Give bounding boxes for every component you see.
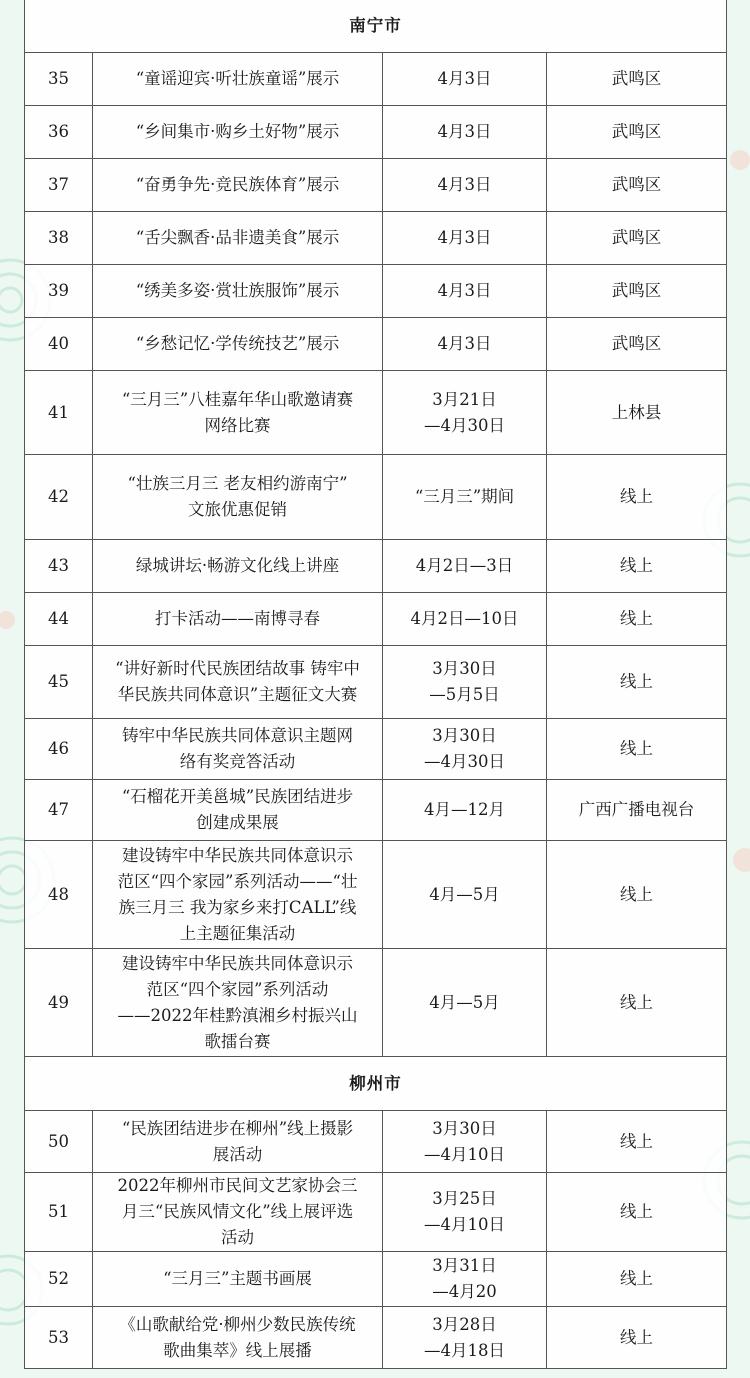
event-name: 铸牢中华民族共同体意识主题网 络有奖竞答活动	[93, 719, 383, 780]
table-row	[25, 719, 727, 780]
event-name: 2022年柳州市民间文艺家协会三 月三“民族风情文化”线上展评选 活动	[93, 1173, 383, 1252]
table-row	[25, 455, 727, 540]
table-row	[25, 593, 727, 646]
table-row	[25, 371, 727, 455]
table-row	[25, 1111, 727, 1173]
event-date: 4月—12月	[383, 780, 547, 841]
table-row	[25, 106, 727, 159]
event-number: 38	[25, 212, 93, 265]
event-date: 3月28日 —4月18日	[383, 1307, 547, 1369]
table-row	[25, 1252, 727, 1307]
event-location: 线上	[547, 1252, 727, 1307]
event-name: “童谣迎宾·听壮族童谣”展示	[93, 53, 383, 106]
event-name: “民族团结进步在柳州”线上摄影 展活动	[93, 1111, 383, 1173]
event-number: 44	[25, 593, 93, 646]
table-row	[25, 318, 727, 371]
event-location: 武鸣区	[547, 53, 727, 106]
event-name: 建设铸牢中华民族共同体意识示 范区“四个家园”系列活动——“壮 族三月三 我为家乡来打CALL”线 上主题征集活动	[93, 841, 383, 949]
event-location: 武鸣区	[547, 212, 727, 265]
event-date: 4月2日—10日	[383, 593, 547, 646]
event-date: 3月30日 —5月5日	[383, 646, 547, 719]
table-row	[25, 265, 727, 318]
event-date: 4月2日—3日	[383, 540, 547, 593]
event-number: 41	[25, 371, 93, 455]
event-location: 武鸣区	[547, 159, 727, 212]
city-name: 南宁市	[25, 0, 727, 53]
event-number: 45	[25, 646, 93, 719]
event-date: 4月3日	[383, 106, 547, 159]
event-date: 4月—5月	[383, 949, 547, 1057]
event-location: 上林县	[547, 371, 727, 455]
event-number: 35	[25, 53, 93, 106]
event-location: 线上	[547, 719, 727, 780]
event-name: “舌尖飘香·品非遗美食”展示	[93, 212, 383, 265]
event-date: “三月三”期间	[383, 455, 547, 540]
event-number: 43	[25, 540, 93, 593]
table-row	[25, 159, 727, 212]
city-header-row	[25, 0, 727, 53]
event-location: 线上	[547, 593, 727, 646]
event-number: 51	[25, 1173, 93, 1252]
event-name: “三月三”八桂嘉年华山歌邀请赛 网络比赛	[93, 371, 383, 455]
event-number: 47	[25, 780, 93, 841]
event-table-container	[24, 0, 726, 1378]
table-row	[25, 540, 727, 593]
event-number: 49	[25, 949, 93, 1057]
event-number: 36	[25, 106, 93, 159]
event-number: 53	[25, 1307, 93, 1369]
table-row	[25, 646, 727, 719]
event-number: 37	[25, 159, 93, 212]
event-date: 4月—5月	[383, 841, 547, 949]
event-location: 线上	[547, 949, 727, 1057]
city-header-row	[25, 1057, 727, 1111]
event-number: 46	[25, 719, 93, 780]
event-date: 4月3日	[383, 159, 547, 212]
event-date: 4月3日	[383, 318, 547, 371]
event-location: 线上	[547, 841, 727, 949]
event-date: 3月30日 —4月30日	[383, 719, 547, 780]
table-row	[25, 1173, 727, 1252]
event-location: 广西广播电视台	[547, 780, 727, 841]
event-location: 线上	[547, 540, 727, 593]
table-row	[25, 1307, 727, 1369]
event-name: “三月三”主题书画展	[93, 1252, 383, 1307]
event-date: 3月31日 —4月20	[383, 1252, 547, 1307]
event-name: 绿城讲坛·畅游文化线上讲座	[93, 540, 383, 593]
table-row	[25, 780, 727, 841]
event-name: 建设铸牢中华民族共同体意识示 范区“四个家园”系列活动 ——2022年桂黔滇湘乡村振兴山 歌擂台赛	[93, 949, 383, 1057]
event-date: 3月21日 —4月30日	[383, 371, 547, 455]
event-name: “乡愁记忆·学传统技艺”展示	[93, 318, 383, 371]
city-name: 柳州市	[25, 1057, 727, 1111]
event-location: 武鸣区	[547, 265, 727, 318]
event-location: 线上	[547, 1173, 727, 1252]
event-date: 4月3日	[383, 265, 547, 318]
event-location: 武鸣区	[547, 318, 727, 371]
event-name: 打卡活动——南博寻春	[93, 593, 383, 646]
event-location: 武鸣区	[547, 106, 727, 159]
event-number: 42	[25, 455, 93, 540]
event-location: 线上	[547, 1307, 727, 1369]
table-row	[25, 841, 727, 949]
event-name: “奋勇争先·竞民族体育”展示	[93, 159, 383, 212]
event-location: 线上	[547, 1111, 727, 1173]
event-name: “绣美多姿·赏壮族服饰”展示	[93, 265, 383, 318]
event-name: 《山歌献给党·柳州少数民族传统 歌曲集萃》线上展播	[93, 1307, 383, 1369]
event-number: 40	[25, 318, 93, 371]
table-row	[25, 949, 727, 1057]
event-number: 48	[25, 841, 93, 949]
event-name: “壮族三月三 老友相约游南宁” 文旅优惠促销	[93, 455, 383, 540]
event-name: “讲好新时代民族团结故事 铸牢中 华民族共同体意识”主题征文大赛	[93, 646, 383, 719]
event-number: 50	[25, 1111, 93, 1173]
event-name: “乡间集市·购乡土好物”展示	[93, 106, 383, 159]
event-date: 4月3日	[383, 212, 547, 265]
event-number: 52	[25, 1252, 93, 1307]
event-number: 39	[25, 265, 93, 318]
event-date: 3月25日 —4月10日	[383, 1173, 547, 1252]
event-name: “石榴花开美邕城”民族团结进步 创建成果展	[93, 780, 383, 841]
event-location: 线上	[547, 646, 727, 719]
events-table	[24, 0, 727, 1369]
table-row	[25, 212, 727, 265]
event-location: 线上	[547, 455, 727, 540]
event-date: 3月30日 —4月10日	[383, 1111, 547, 1173]
event-date: 4月3日	[383, 53, 547, 106]
table-row	[25, 53, 727, 106]
